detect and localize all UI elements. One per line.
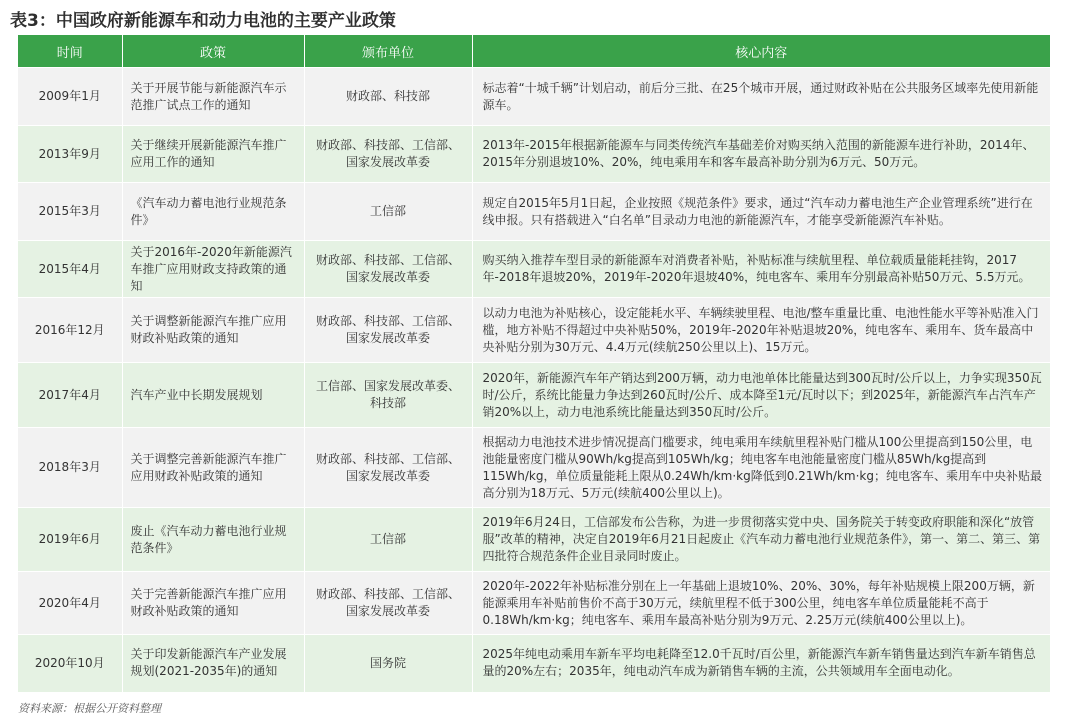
- table-row: [18, 508, 1050, 572]
- header-row: [18, 35, 1050, 68]
- header-dept: 颁布单位: [304, 35, 472, 68]
- policy-table: [18, 35, 1050, 692]
- cell-dept: 财政部、科技部、工信部、国家发展改革委: [304, 241, 472, 298]
- cell-time: 2017年4月: [18, 363, 122, 428]
- cell-dept: 工信部: [304, 183, 472, 241]
- table-title: 表3：中国政府新能源车和动力电池的主要产业政策: [10, 11, 396, 31]
- cell-content: 购买纳入推荐车型目录的新能源车对消费者补贴，补贴标准与续航里程、单位载质量能耗挂钩，2017年-2018年退坡20%，2019年-2020年退坡40%，纯电客车、乘用车分别最高补贴50万元、5.5万元。: [472, 241, 1050, 298]
- cell-content: 根据动力电池技术进步情况提高门槛要求，纯电乘用车续航里程补贴门槛从100公里提高到150公里，电池能量密度门槛从90Wh/kg提高到105Wh/kg；纯电客车电池能量密度门槛从85Wh/kg提高到115Wh/kg，单位质量能耗上限从0.24Wh/km·kg降低到0.21Wh/km·kg；纯电客车、乘用车中央补贴最高分别为18万元、5万元(续航400公里以上)。: [472, 428, 1050, 508]
- table-row: [18, 126, 1050, 183]
- cell-content: 2020年，新能源汽车年产销达到200万辆，动力电池单体比能量达到300瓦时/公斤以上，力争实现350瓦时/公斤，系统比能量力争达到260瓦时/公斤、成本降至1元/瓦时以下；到2025年，新能源汽车占汽车产销20%以上，动力电池系统比能量达到350瓦时/公斤。: [472, 363, 1050, 428]
- table-row: [18, 428, 1050, 508]
- cell-content: 2013年-2015年根据新能源车与同类传统汽车基础差价对购买纳入范围的新能源车进行补助，2014年、2015年分别退坡10%、20%，纯电乘用车和客车最高补助分别为6万元、50万元。: [472, 126, 1050, 183]
- cell-policy: 关于调整新能源汽车推广应用财政补贴政策的通知: [122, 298, 304, 363]
- cell-dept: 工信部、国家发展改革委、科技部: [304, 363, 472, 428]
- cell-time: 2013年9月: [18, 126, 122, 183]
- cell-content: 规定自2015年5月1日起，企业按照《规范条件》要求，通过“汽车动力蓄电池生产企业管理系统”进行在线申报。只有搭载进入“白名单”目录动力电池的新能源汽车，才能享受新能源汽车补贴。: [472, 183, 1050, 241]
- header-time: 时间: [18, 35, 122, 68]
- cell-dept: 财政部、科技部、工信部、国家发展改革委: [304, 428, 472, 508]
- cell-time: 2009年1月: [18, 68, 122, 126]
- cell-policy: 关于2016年-2020年新能源汽车推广应用财政支持政策的通知: [122, 241, 304, 298]
- cell-policy: 关于开展节能与新能源汽车示范推广试点工作的通知: [122, 68, 304, 126]
- table-row: [18, 635, 1050, 692]
- table-row: [18, 572, 1050, 635]
- cell-content: 标志着“十城千辆”计划启动，前后分三批、在25个城市开展，通过财政补贴在公共服务区域率先使用新能源车。: [472, 68, 1050, 126]
- cell-dept: 工信部: [304, 508, 472, 572]
- cell-policy: 关于完善新能源汽车推广应用财政补贴政策的通知: [122, 572, 304, 635]
- cell-content: 2020年-2022年补贴标准分别在上一年基础上退坡10%、20%、30%，每年补贴规模上限200万辆，新能源乘用车补贴前售价不高于30万元，续航里程不低于300公里，纯电客车单位质量能耗不高于0.18Wh/km·kg；纯电客车、乘用车最高补贴分别为9万元、2.25万元(续航400公里以上)。: [472, 572, 1050, 635]
- cell-dept: 财政部、科技部、工信部、国家发展改革委: [304, 572, 472, 635]
- cell-content: 2019年6月24日，工信部发布公告称，为进一步贯彻落实党中央、国务院关于转变政府职能和深化“放管服”改革的精神，决定自2019年6月21日起废止《汽车动力蓄电池行业规范条件》，第一、第二、第三、第四批符合规范条件企业目录同时废止。: [472, 508, 1050, 572]
- cell-time: 2019年6月: [18, 508, 122, 572]
- cell-content: 以动力电池为补贴核心，设定能耗水平、车辆续驶里程、电池/整车重量比重、电池性能水平等补贴准入门槛，地方补贴不得超过中央补贴50%，2019年-2020年补贴退坡20%，纯电客车、乘用车、货车最高中央补贴分别为30万元、4.4万元(续航250公里以上)、15万元。: [472, 298, 1050, 363]
- header-content: 核心内容: [472, 35, 1050, 68]
- table-row: [18, 298, 1050, 363]
- cell-dept: 财政部、科技部: [304, 68, 472, 126]
- cell-time: 2020年10月: [18, 635, 122, 692]
- cell-policy: 关于印发新能源汽车产业发展规划(2021-2035年)的通知: [122, 635, 304, 692]
- cell-time: 2016年12月: [18, 298, 122, 363]
- cell-dept: 国务院: [304, 635, 472, 692]
- cell-content: 2025年纯电动乘用车新车平均电耗降至12.0千瓦时/百公里，新能源汽车新车销售量达到汽车新车销售总量的20%左右；2035年，纯电动汽车成为新销售车辆的主流，公共领域用车全面电动化。: [472, 635, 1050, 692]
- table-row: [18, 241, 1050, 298]
- cell-dept: 财政部、科技部、工信部、国家发展改革委: [304, 126, 472, 183]
- source-note: 资料来源：根据公开资料整理: [18, 702, 161, 715]
- cell-policy: 《汽车动力蓄电池行业规范条件》: [122, 183, 304, 241]
- cell-policy: 废止《汽车动力蓄电池行业规范条件》: [122, 508, 304, 572]
- cell-policy: 关于继续开展新能源汽车推广应用工作的通知: [122, 126, 304, 183]
- cell-time: 2020年4月: [18, 572, 122, 635]
- cell-policy: 汽车产业中长期发展规划: [122, 363, 304, 428]
- table-row: [18, 363, 1050, 428]
- header-policy: 政策: [122, 35, 304, 68]
- cell-time: 2015年3月: [18, 183, 122, 241]
- table-row: [18, 183, 1050, 241]
- cell-dept: 财政部、科技部、工信部、国家发展改革委: [304, 298, 472, 363]
- table-row: [18, 68, 1050, 126]
- cell-time: 2015年4月: [18, 241, 122, 298]
- cell-policy: 关于调整完善新能源汽车推广应用财政补贴政策的通知: [122, 428, 304, 508]
- cell-time: 2018年3月: [18, 428, 122, 508]
